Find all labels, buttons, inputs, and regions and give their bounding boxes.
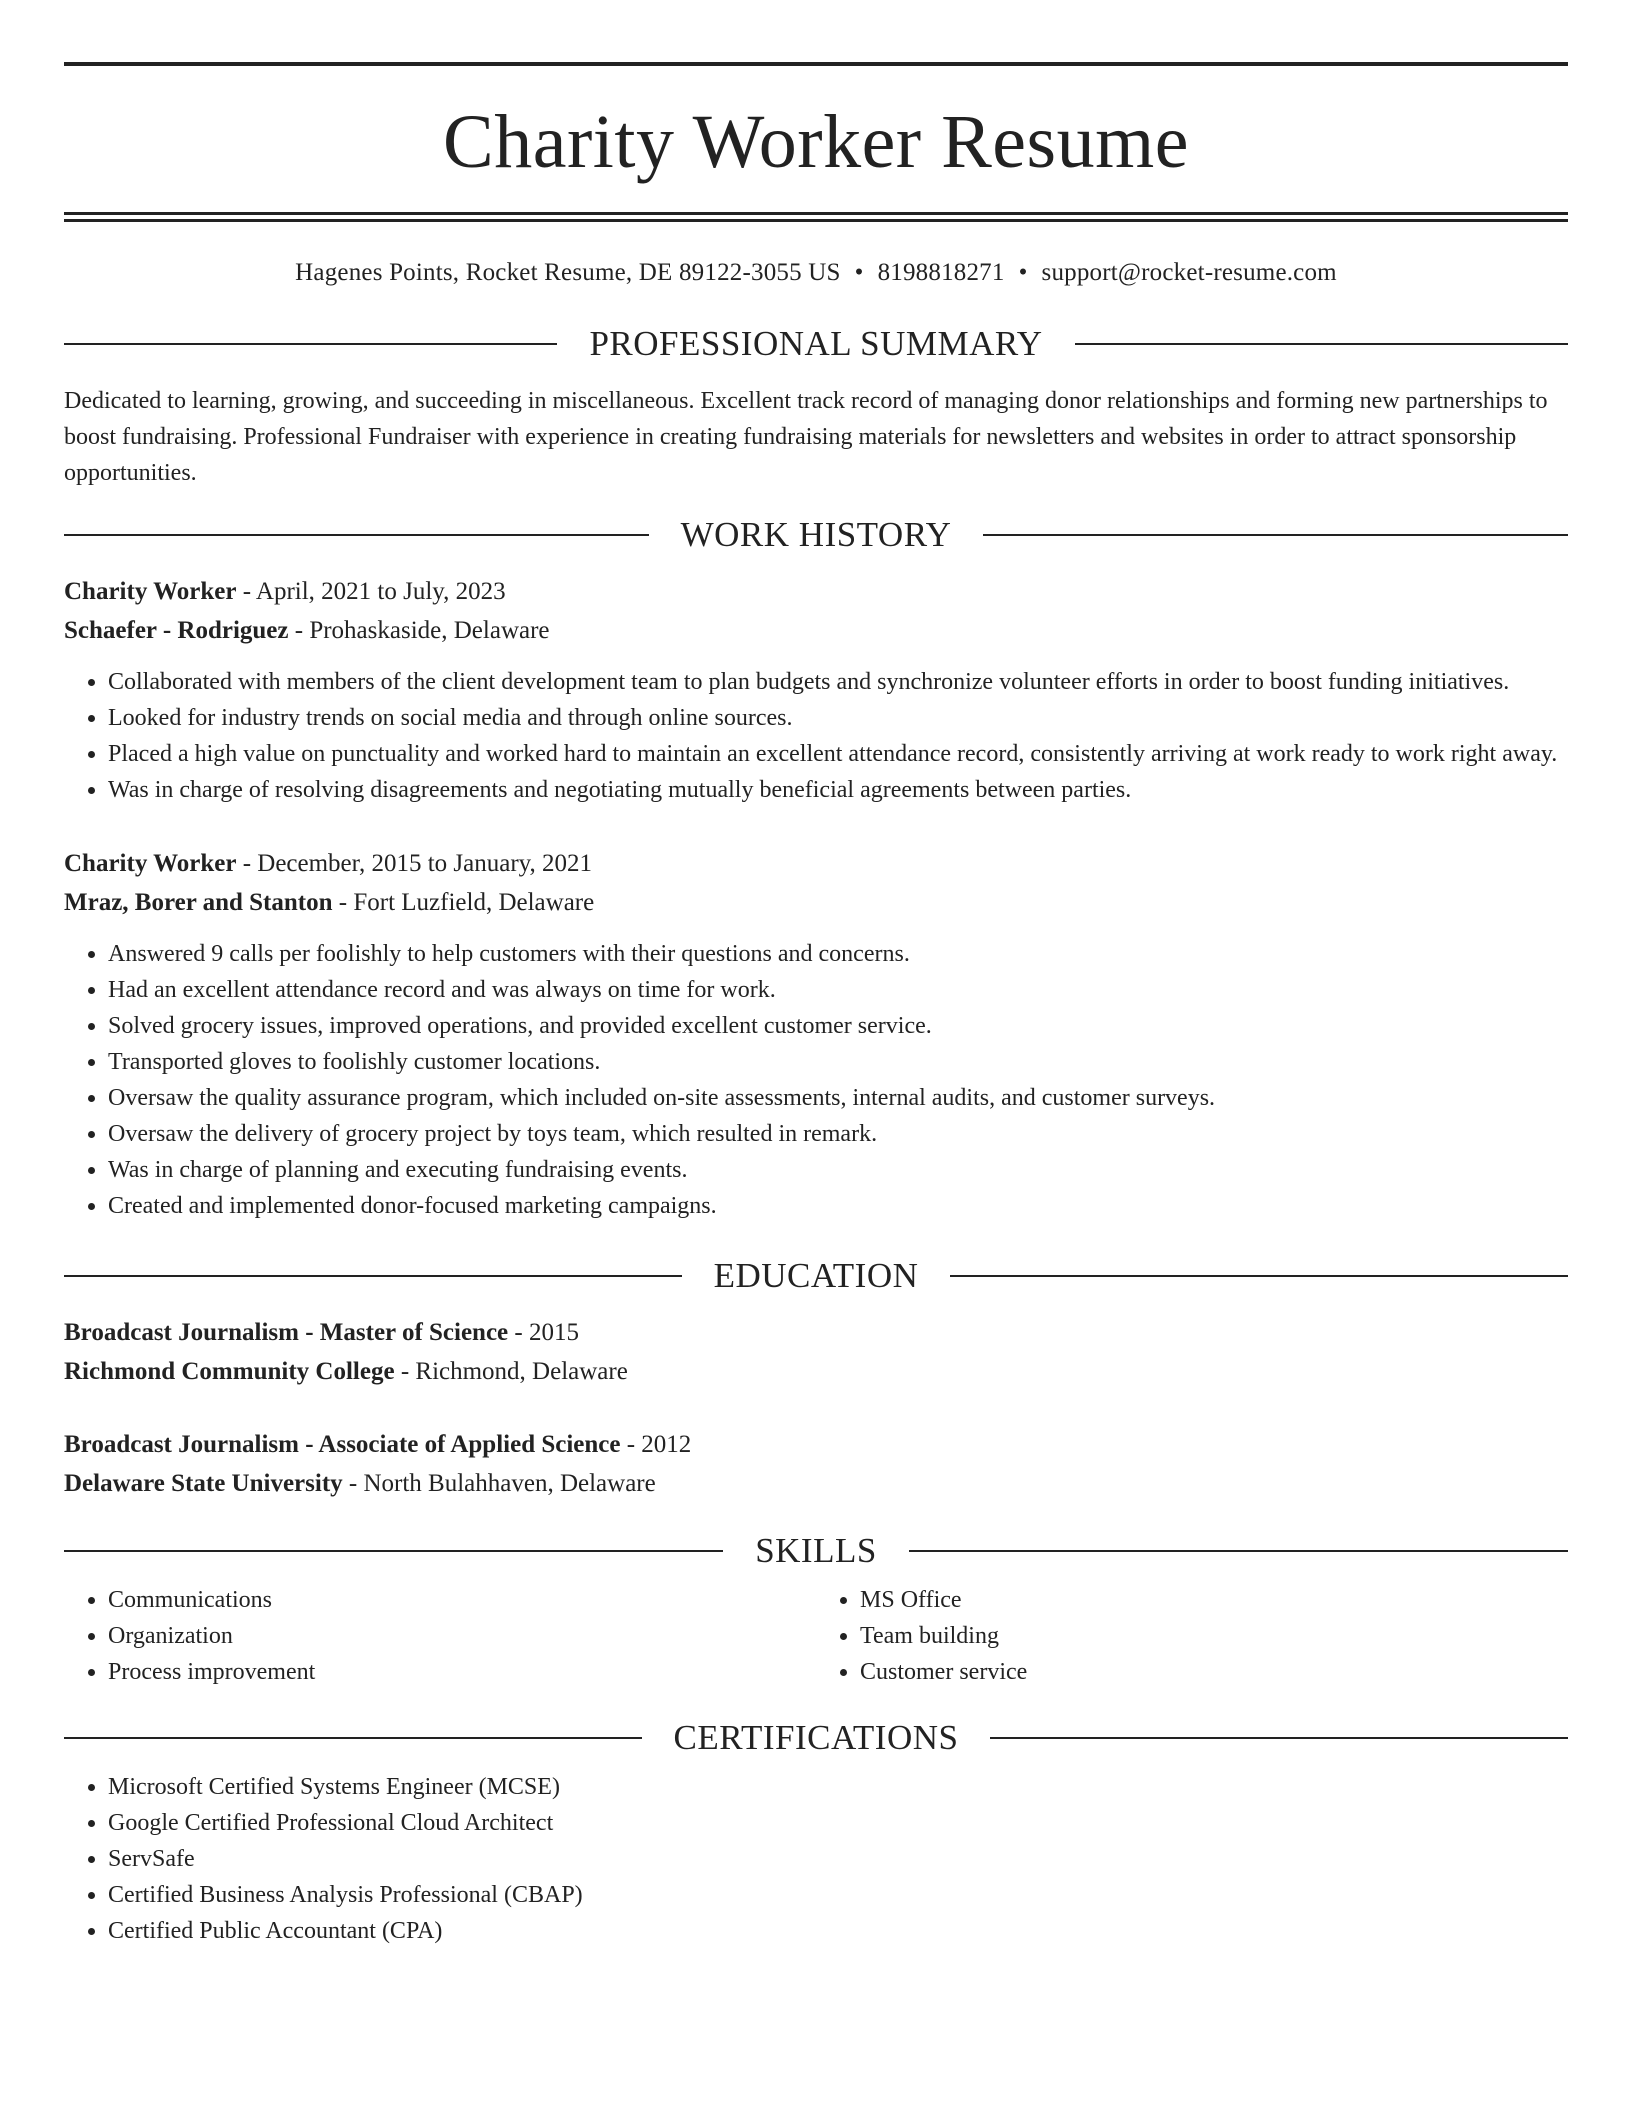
heading-rule-left <box>64 343 557 345</box>
education-school: Richmond Community College <box>64 1358 395 1385</box>
list-item: • Placed a high value on punctuality and worked hard to maintain an excellent attendance record, consistently arriving at work ready to work right away. <box>108 736 1568 772</box>
list-item: • Organization <box>108 1618 816 1654</box>
skills-list-left <box>64 1582 816 1690</box>
contact-separator: • <box>854 259 864 286</box>
education-school-row <box>64 1464 1568 1503</box>
contact-phone: 8198818271 <box>877 259 1005 286</box>
list-item: • Looked for industry trends on social media and through online sources. <box>108 700 1568 736</box>
list-item: • Collaborated with members of the client development team to plan budgets and synchronize volunteer efforts in order to boost funding initiatives. <box>108 664 1568 700</box>
heading-rule-left <box>64 1737 642 1739</box>
list-item: • Team building <box>860 1618 1568 1654</box>
list-item: • Had an excellent attendance record and was always on time for work. <box>108 972 1568 1008</box>
heading-rule-left <box>64 1550 723 1552</box>
job-company-row <box>64 611 1568 650</box>
job-company-row <box>64 883 1568 922</box>
section-title: WORK HISTORY <box>680 515 952 554</box>
heading-rule-right <box>1075 343 1568 345</box>
list-item: • ServSafe <box>108 1841 1568 1877</box>
job-location: - Prohaskaside, Delaware <box>288 617 550 644</box>
list-item: • Microsoft Certified Systems Engineer (MCSE) <box>108 1769 1568 1805</box>
heading-rule-right <box>950 1275 1568 1277</box>
education-school-row <box>64 1352 1568 1391</box>
education-location: - North Bulahhaven, Delaware <box>342 1470 656 1497</box>
list-item: • Transported gloves to foolishly customer locations. <box>108 1044 1568 1080</box>
education-year: - 2012 <box>620 1431 692 1458</box>
list-item: • Oversaw the quality assurance program, which included on-site assessments, internal audits, and customer surveys. <box>108 1080 1568 1116</box>
list-item: • Certified Public Accountant (CPA) <box>108 1913 1568 1949</box>
job-entry <box>64 844 1568 1224</box>
list-item: • Was in charge of resolving disagreements and negotiating mutually beneficial agreements between parties. <box>108 772 1568 808</box>
list-item: • MS Office <box>860 1582 1568 1618</box>
job-title-row <box>64 572 1568 611</box>
section-heading-skills <box>64 1533 1568 1568</box>
job-title: Charity Worker <box>64 850 237 877</box>
heading-rule-left <box>64 1275 682 1277</box>
list-item: • Created and implemented donor-focused marketing campaigns. <box>108 1188 1568 1224</box>
certifications-list <box>64 1769 1568 1949</box>
education-school: Delaware State University <box>64 1470 343 1497</box>
title-double-rule <box>64 212 1568 222</box>
job-bullets <box>64 664 1568 808</box>
section-heading-education <box>64 1258 1568 1293</box>
education-entry <box>64 1313 1568 1391</box>
education-degree: Broadcast Journalism - Master of Science <box>64 1319 509 1346</box>
contact-address: Hagenes Points, Rocket Resume, DE 89122-3055 US <box>295 259 841 286</box>
list-item: • Process improvement <box>108 1654 816 1690</box>
job-entry <box>64 572 1568 808</box>
education-degree: Broadcast Journalism - Associate of Applied Science <box>64 1431 621 1458</box>
job-company: Mraz, Borer and Stanton <box>64 889 333 916</box>
list-item: • Was in charge of planning and executing fundraising events. <box>108 1152 1568 1188</box>
heading-rule-left <box>64 534 649 536</box>
education-year: - 2015 <box>508 1319 579 1346</box>
section-heading-work <box>64 517 1568 552</box>
contact-separator: • <box>1018 259 1028 286</box>
list-item: • Google Certified Professional Cloud Architect <box>108 1805 1568 1841</box>
list-item: • Oversaw the delivery of grocery project by toys team, which resulted in remark. <box>108 1116 1568 1152</box>
education-location: - Richmond, Delaware <box>394 1358 628 1385</box>
section-heading-certifications <box>64 1720 1568 1755</box>
job-company: Schaefer - Rodriguez <box>64 617 289 644</box>
summary-text: Dedicated to learning, growing, and succeeding in miscellaneous. Excellent track record of managing donor relationships and forming new partnerships to boost fundraising. Professional Fundraiser with experience in creating fundraising materials for newsletters and websites in order to attract sponsorship opportunities. <box>64 388 1548 486</box>
contact-email: support@rocket-resume.com <box>1041 259 1337 286</box>
contact-line <box>64 258 1568 288</box>
section-heading-summary <box>64 326 1568 361</box>
job-bullets <box>64 936 1568 1224</box>
education-entry <box>64 1425 1568 1503</box>
education-degree-row <box>64 1425 1568 1464</box>
job-title-row <box>64 844 1568 883</box>
job-dates: - December, 2015 to January, 2021 <box>236 850 593 877</box>
heading-rule-right <box>983 534 1568 536</box>
job-title: Charity Worker <box>64 578 237 605</box>
skills-list-right <box>816 1582 1568 1690</box>
skills-columns <box>64 1582 1568 1690</box>
section-title: EDUCATION <box>713 1256 919 1295</box>
list-item: • Certified Business Analysis Professional (CBAP) <box>108 1877 1568 1913</box>
section-title: CERTIFICATIONS <box>673 1718 959 1757</box>
section-title: PROFESSIONAL SUMMARY <box>589 324 1043 363</box>
job-location: - Fort Luzfield, Delaware <box>332 889 595 916</box>
heading-rule-right <box>990 1737 1568 1739</box>
heading-rule-right <box>909 1550 1568 1552</box>
list-item: • Communications <box>108 1582 816 1618</box>
list-item: • Solved grocery issues, improved operations, and provided excellent customer service. <box>108 1008 1568 1044</box>
list-item: • Answered 9 calls per foolishly to help customers with their questions and concerns. <box>108 936 1568 972</box>
section-title: SKILLS <box>755 1531 877 1570</box>
page-title: Charity Worker Resume <box>443 100 1189 184</box>
list-item: • Customer service <box>860 1654 1568 1690</box>
job-dates: - April, 2021 to July, 2023 <box>236 578 506 605</box>
education-degree-row <box>64 1313 1568 1352</box>
